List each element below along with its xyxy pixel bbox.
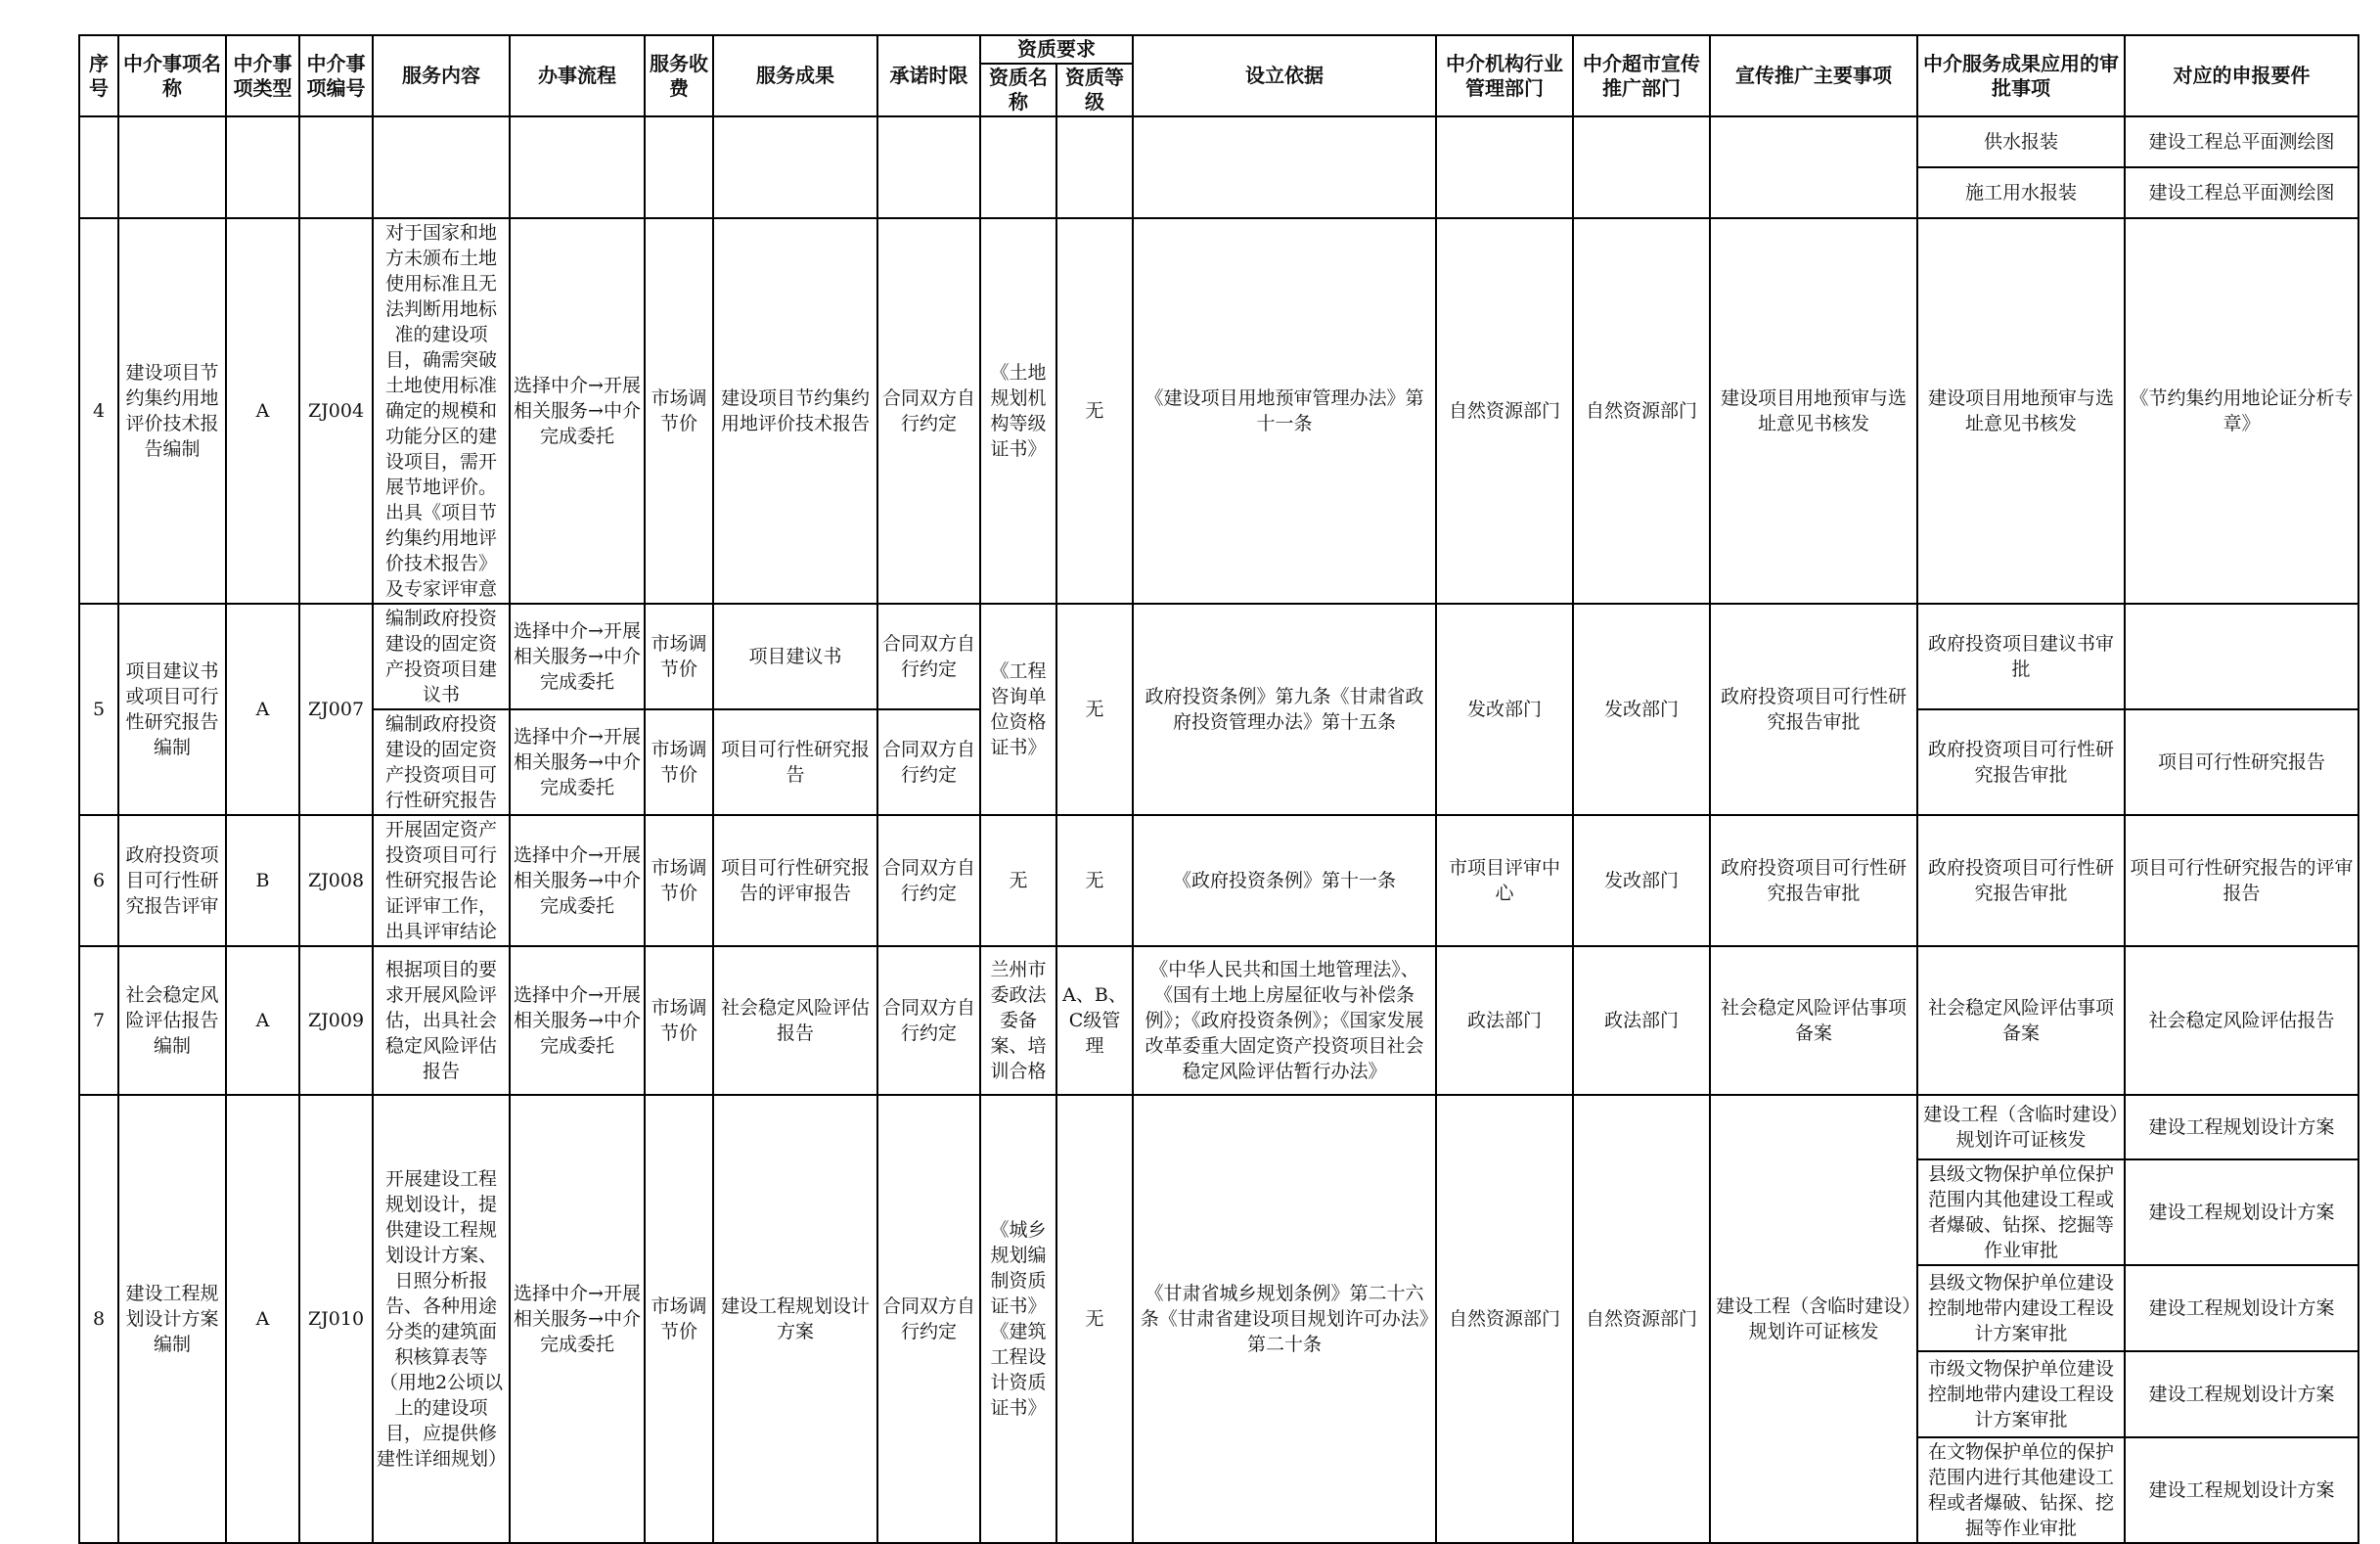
industry-dept-cell: 自然资源部门 xyxy=(1436,218,1573,604)
requirement-cell: 项目可行性研究报告的评审报告 xyxy=(2125,815,2358,946)
header-type: 中介事项类型 xyxy=(226,35,299,116)
name-cell: 建设工程规划设计方案编制 xyxy=(118,1095,226,1543)
requirement-cell: 建设工程规划设计方案 xyxy=(2125,1095,2358,1159)
table-row xyxy=(79,815,2358,946)
approval-cell: 供水报装 xyxy=(1917,116,2125,167)
result-cell: 项目可行性研究报告的评审报告 xyxy=(713,815,877,946)
header-promo: 宣传推广主要事项 xyxy=(1710,35,1917,116)
time-limit-cell: 合同双方自行约定 xyxy=(877,815,980,946)
industry-dept-cell: 市项目评审中心 xyxy=(1436,815,1573,946)
approval-cell: 建设项目用地预审与选址意见书核发 xyxy=(1917,218,2125,604)
basis-cell: 《政府投资条例》第十一条 xyxy=(1133,815,1436,946)
type-cell: A xyxy=(226,946,299,1095)
qual-level-cell: 无 xyxy=(1056,604,1133,815)
header-qual-level: 资质等级 xyxy=(1056,64,1133,116)
code-cell: ZJ009 xyxy=(299,946,373,1095)
fee-cell: 市场调节价 xyxy=(645,604,713,709)
name-cell: 建设项目节约集约用地评价技术报告编制 xyxy=(118,218,226,604)
time-limit-cell: 合同双方自行约定 xyxy=(877,604,980,709)
qual-name-cell: 《工程咨询单位资格证书》 xyxy=(980,604,1056,815)
header-result: 服务成果 xyxy=(713,35,877,116)
requirement-cell: 建设工程规划设计方案 xyxy=(2125,1159,2358,1265)
qual-name-cell: 无 xyxy=(980,815,1056,946)
content-cell: 对于国家和地方未颁布土地使用标准且无法判断用地标准的建设项目，确需突破土地使用标准确定的规模和功能分区的建设项目，需开展节地评价。出具《项目节约集约用地评价技术报告》及专家评审意 xyxy=(373,218,510,604)
promo-cell: 建设项目用地预审与选址意见书核发 xyxy=(1710,218,1917,604)
header-name: 中介事项名称 xyxy=(118,35,226,116)
requirement-cell xyxy=(2125,604,2358,709)
time-limit-cell: 合同双方自行约定 xyxy=(877,946,980,1095)
header-time-limit: 承诺时限 xyxy=(877,35,980,116)
market-dept-cell: 发改部门 xyxy=(1573,815,1710,946)
basis-cell: 政府投资条例》第九条《甘肃省政府投资管理办法》第十五条 xyxy=(1133,604,1436,815)
industry-dept-cell: 政法部门 xyxy=(1436,946,1573,1095)
process-cell: 选择中介→开展相关服务→中介完成委托 xyxy=(510,946,645,1095)
table-row xyxy=(79,1095,2358,1159)
requirement-cell: 社会稳定风险评估报告 xyxy=(2125,946,2358,1095)
result-cell: 建设工程规划设计方案 xyxy=(713,1095,877,1543)
header-approval: 中介服务成果应用的审批事项 xyxy=(1917,35,2125,116)
qual-level-cell: 无 xyxy=(1056,218,1133,604)
header-industry-dept: 中介机构行业管理部门 xyxy=(1436,35,1573,116)
content-cell: 开展固定资产投资项目可行性研究报告论证评审工作，出具评审结论 xyxy=(373,815,510,946)
fee-cell: 市场调节价 xyxy=(645,218,713,604)
approval-cell: 市级文物保护单位建设控制地带内建设工程设计方案审批 xyxy=(1917,1351,2125,1437)
approval-cell: 社会稳定风险评估事项备案 xyxy=(1917,946,2125,1095)
qual-name-cell: 兰州市委政法委备案、培训合格 xyxy=(980,946,1056,1095)
type-cell: A xyxy=(226,1095,299,1543)
code-cell: ZJ004 xyxy=(299,218,373,604)
requirement-cell: 建设工程总平面测绘图 xyxy=(2125,116,2358,167)
market-dept-cell: 自然资源部门 xyxy=(1573,1095,1710,1543)
requirement-cell: 建设工程规划设计方案 xyxy=(2125,1351,2358,1437)
basis-cell: 《建设项目用地预审管理办法》第十一条 xyxy=(1133,218,1436,604)
seq-cell: 6 xyxy=(79,815,118,946)
header-content: 服务内容 xyxy=(373,35,510,116)
result-cell: 社会稳定风险评估报告 xyxy=(713,946,877,1095)
header-fee: 服务收费 xyxy=(645,35,713,116)
time-limit-cell: 合同双方自行约定 xyxy=(877,709,980,815)
header-row xyxy=(79,35,2358,64)
industry-dept-cell: 发改部门 xyxy=(1436,604,1573,815)
header-qual-name: 资质名称 xyxy=(980,64,1056,116)
header-qualification: 资质要求 xyxy=(980,35,1133,64)
requirement-cell: 建设工程总平面测绘图 xyxy=(2125,167,2358,218)
type-cell: A xyxy=(226,218,299,604)
qual-name-cell: 《土地规划机构等级证书》 xyxy=(980,218,1056,604)
approval-cell: 在文物保护单位的保护范围内进行其他建设工程或者爆破、钻探、挖掘等作业审批 xyxy=(1917,1437,2125,1543)
requirement-cell: 建设工程规划设计方案 xyxy=(2125,1265,2358,1351)
header-basis: 设立依据 xyxy=(1133,35,1436,116)
result-cell: 项目可行性研究报告 xyxy=(713,709,877,815)
requirement-cell: 项目可行性研究报告 xyxy=(2125,709,2358,815)
time-limit-cell: 合同双方自行约定 xyxy=(877,1095,980,1543)
qual-name-cell: 《城乡规划编制资质证书》《建筑工程设计资质证书》 xyxy=(980,1095,1056,1543)
qual-level-cell: 无 xyxy=(1056,815,1133,946)
approval-cell: 政府投资项目建议书审批 xyxy=(1917,604,2125,709)
header-code: 中介事项编号 xyxy=(299,35,373,116)
fee-cell: 市场调节价 xyxy=(645,815,713,946)
fee-cell: 市场调节价 xyxy=(645,709,713,815)
fee-cell: 市场调节价 xyxy=(645,1095,713,1543)
content-cell: 编制政府投资建设的固定资产投资项目可行性研究报告 xyxy=(373,709,510,815)
code-cell: ZJ007 xyxy=(299,604,373,815)
seq-cell: 7 xyxy=(79,946,118,1095)
table-row xyxy=(79,116,2358,167)
seq-cell: 4 xyxy=(79,218,118,604)
approval-cell: 县级文物保护单位建设控制地带内建设工程设计方案审批 xyxy=(1917,1265,2125,1351)
process-cell: 选择中介→开展相关服务→中介完成委托 xyxy=(510,604,645,709)
content-cell: 根据项目的要求开展风险评估，出具社会稳定风险评估报告 xyxy=(373,946,510,1095)
table-row xyxy=(79,946,2358,1095)
result-cell: 建设项目节约集约用地评价技术报告 xyxy=(713,218,877,604)
result-cell: 项目建议书 xyxy=(713,604,877,709)
seq-cell: 8 xyxy=(79,1095,118,1543)
basis-cell: 《中华人民共和国土地管理法》、《国有土地上房屋征收与补偿条例》；《政府投资条例》；《国家发展改革委重大固定资产投资项目社会稳定风险评估暂行办法》 xyxy=(1133,946,1436,1095)
industry-dept-cell: 自然资源部门 xyxy=(1436,1095,1573,1543)
approval-cell: 政府投资项目可行性研究报告审批 xyxy=(1917,709,2125,815)
market-dept-cell: 发改部门 xyxy=(1573,604,1710,815)
promo-cell: 社会稳定风险评估事项备案 xyxy=(1710,946,1917,1095)
process-cell: 选择中介→开展相关服务→中介完成委托 xyxy=(510,1095,645,1543)
code-cell: ZJ010 xyxy=(299,1095,373,1543)
service-table xyxy=(78,34,2359,1544)
promo-cell: 政府投资项目可行性研究报告审批 xyxy=(1710,815,1917,946)
promo-cell: 建设工程（含临时建设）规划许可证核发 xyxy=(1710,1095,1917,1543)
process-cell: 选择中介→开展相关服务→中介完成委托 xyxy=(510,218,645,604)
header-seq: 序号 xyxy=(79,35,118,116)
header-requirement: 对应的申报要件 xyxy=(2125,35,2358,116)
type-cell: B xyxy=(226,815,299,946)
name-cell: 政府投资项目可行性研究报告评审 xyxy=(118,815,226,946)
document-sheet xyxy=(78,34,2359,1544)
qual-level-cell: A、B、C级管理 xyxy=(1056,946,1133,1095)
approval-cell: 政府投资项目可行性研究报告审批 xyxy=(1917,815,2125,946)
header-market-dept: 中介超市宣传推广部门 xyxy=(1573,35,1710,116)
approval-cell: 建设工程（含临时建设）规划许可证核发 xyxy=(1917,1095,2125,1159)
time-limit-cell: 合同双方自行约定 xyxy=(877,218,980,604)
table-row xyxy=(79,218,2358,604)
name-cell: 社会稳定风险评估报告编制 xyxy=(118,946,226,1095)
type-cell: A xyxy=(226,604,299,815)
table-row xyxy=(79,604,2358,709)
process-cell: 选择中介→开展相关服务→中介完成委托 xyxy=(510,709,645,815)
basis-cell: 《甘肃省城乡规划条例》第二十六条《甘肃省建设项目规划许可办法》第二十条 xyxy=(1133,1095,1436,1543)
code-cell: ZJ008 xyxy=(299,815,373,946)
approval-cell: 施工用水报装 xyxy=(1917,167,2125,218)
approval-cell: 县级文物保护单位保护范围内其他建设工程或者爆破、钻探、挖掘等作业审批 xyxy=(1917,1159,2125,1265)
qual-level-cell: 无 xyxy=(1056,1095,1133,1543)
process-cell: 选择中介→开展相关服务→中介完成委托 xyxy=(510,815,645,946)
promo-cell: 政府投资项目可行性研究报告审批 xyxy=(1710,604,1917,815)
fee-cell: 市场调节价 xyxy=(645,946,713,1095)
market-dept-cell: 自然资源部门 xyxy=(1573,218,1710,604)
requirement-cell: 建设工程规划设计方案 xyxy=(2125,1437,2358,1543)
header-process: 办事流程 xyxy=(510,35,645,116)
market-dept-cell: 政法部门 xyxy=(1573,946,1710,1095)
requirement-cell: 《节约集约用地论证分析专章》 xyxy=(2125,218,2358,604)
name-cell: 项目建议书或项目可行性研究报告编制 xyxy=(118,604,226,815)
content-cell: 编制政府投资建设的固定资产投资项目建议书 xyxy=(373,604,510,709)
content-cell: 开展建设工程规划设计，提供建设工程规划设计方案、日照分析报告、各种用途分类的建筑面积核算表等（用地2公顷以上的建设项目，应提供修建性详细规划） xyxy=(373,1095,510,1543)
seq-cell: 5 xyxy=(79,604,118,815)
